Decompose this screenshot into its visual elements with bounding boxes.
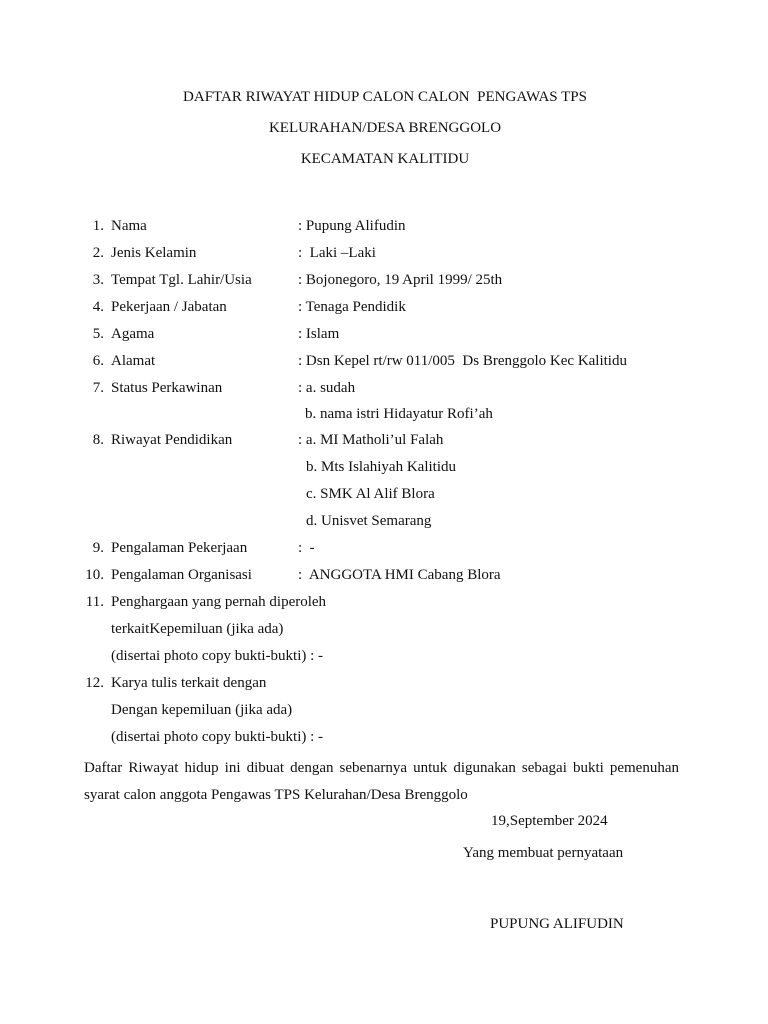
item-label-karya-tulis-line: (disertai photo copy bukti-bukti) : - [111, 729, 324, 745]
item-value-jenis-kelamin: : Laki –Laki [298, 245, 376, 261]
signature-name: PUPUNG ALIFUDIN [490, 916, 624, 932]
item-number: 10. [85, 567, 104, 583]
item-label-riwayat-pendidikan: Riwayat Pendidikan [111, 432, 233, 448]
item-value-pendidikan-extra: b. Mts Islahiyah Kalitidu [306, 459, 456, 475]
item-label-nama: Nama [111, 218, 147, 234]
document-subtitle-village: KELURAHAN/DESA BRENGGOLO [268, 120, 502, 136]
closing-statement: Daftar Riwayat hidup ini dibuat dengan sebenarnya untuk digunakan sebagai bukti pemenuhan syarat calon anggota Pengawas TPS Kelurahan/Desa Brenggolo [84, 760, 679, 803]
item-label-alamat: Alamat [111, 353, 156, 369]
item-label-penghargaan-line: terkaitKepemiluan (jika ada) [111, 621, 284, 637]
item-number: 5. [92, 326, 104, 342]
item-value-pendidikan-extra: d. Unisvet Semarang [306, 513, 432, 529]
item-number: 6. [92, 353, 104, 369]
item-label-karya-tulis-line: Dengan kepemiluan (jika ada) [111, 702, 293, 718]
item-number: 11. [85, 594, 104, 610]
document-title: DAFTAR RIWAYAT HIDUP CALON CALON PENGAWAS TPS [183, 89, 587, 105]
item-value-riwayat-pendidikan: : a. MI Matholi’ul Falah [298, 432, 444, 448]
signature-label: Yang membuat pernyataan [463, 845, 624, 861]
item-value-status-perkawinan: : a. sudah [298, 380, 356, 396]
item-label-status-perkawinan: Status Perkawinan [111, 380, 223, 396]
item-label-pengalaman-organisasi: Pengalaman Organisasi [111, 567, 252, 583]
item-number: 4. [92, 299, 104, 315]
item-value-pendidikan-extra: c. SMK Al Alif Blora [306, 486, 435, 502]
item-value-pekerjaan: : Tenaga Pendidik [298, 299, 406, 315]
item-value-status-perkawinan-extra: b. nama istri Hidayatur Rofi’ah [305, 406, 493, 422]
item-label-penghargaan-line: (disertai photo copy bukti-bukti) : - [111, 648, 324, 664]
item-number: 9. [92, 540, 104, 556]
item-number: 3. [92, 272, 104, 288]
item-number: 8. [92, 432, 104, 448]
item-label-karya-tulis: Karya tulis terkait dengan [111, 675, 267, 691]
item-number: 12. [85, 675, 104, 691]
item-number: 7. [92, 380, 104, 396]
item-value-pengalaman-organisasi: : ANGGOTA HMI Cabang Blora [298, 567, 501, 583]
document-date: 19,September 2024 [491, 813, 608, 829]
item-value-agama: : Islam [298, 326, 340, 342]
item-number: 1. [92, 218, 104, 234]
item-label-agama: Agama [111, 326, 155, 342]
item-number: 2. [92, 245, 104, 261]
item-label-pengalaman-pekerjaan: Pengalaman Pekerjaan [111, 540, 248, 556]
item-label-pekerjaan: Pekerjaan / Jabatan [111, 299, 227, 315]
item-label-penghargaan: Penghargaan yang pernah diperoleh [111, 594, 327, 610]
item-value-alamat: : Dsn Kepel rt/rw 011/005 Ds Brenggolo Kec Kalitidu [298, 353, 627, 369]
item-value-nama: : Pupung Alifudin [298, 218, 406, 234]
item-value-pengalaman-pekerjaan: : - [298, 540, 315, 556]
item-label-tempat-lahir: Tempat Tgl. Lahir/Usia [111, 272, 252, 288]
item-value-tempat-lahir: : Bojonegoro, 19 April 1999/ 25th [298, 272, 503, 288]
item-label-jenis-kelamin: Jenis Kelamin [111, 245, 197, 261]
document-subtitle-district: KECAMATAN KALITIDU [300, 151, 470, 167]
